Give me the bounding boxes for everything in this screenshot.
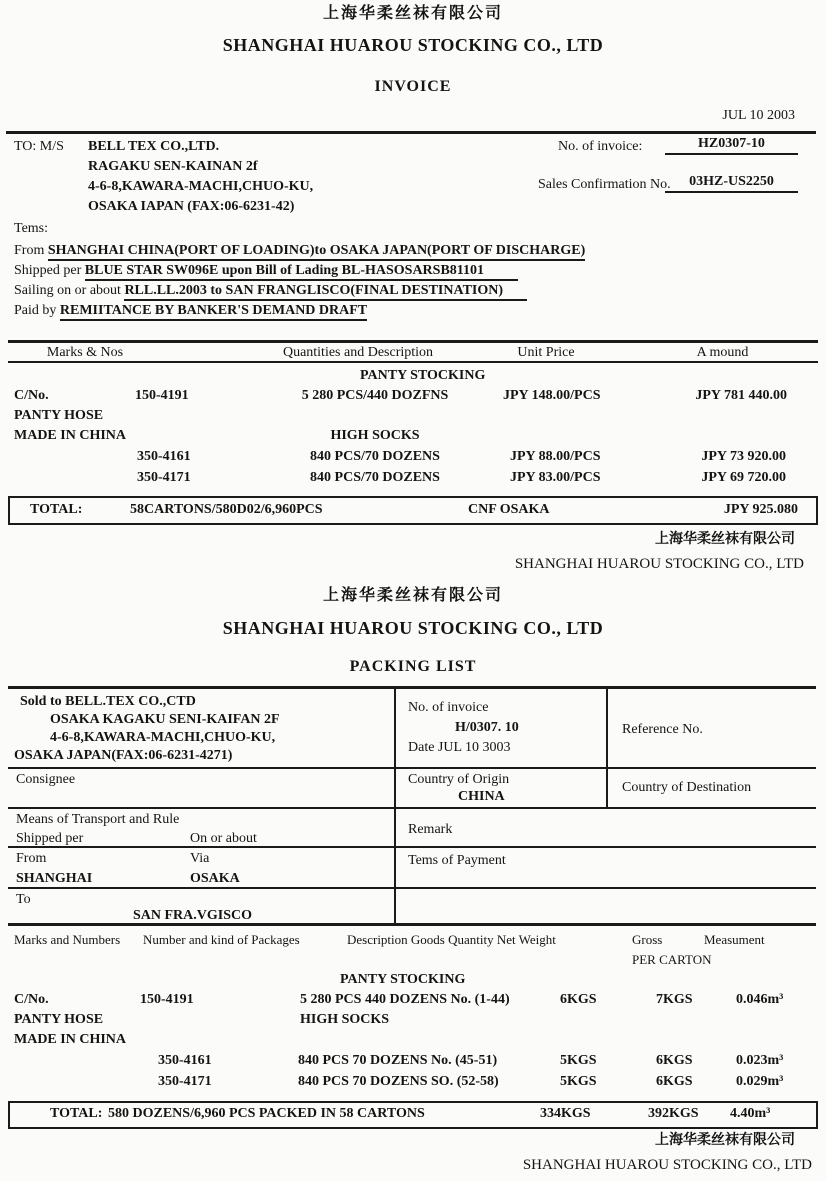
invoice-no-value: HZ0307-10 (665, 136, 798, 155)
total-quantity: 58CARTONS/580D02/6,960PCS (130, 502, 323, 517)
packing-date: Date JUL 10 3003 (408, 740, 511, 755)
packing-signature-cn: 上海华柔丝袜有限公司 (655, 1133, 795, 1148)
item-group-title: PANTY STOCKING (360, 368, 486, 383)
cell-measurement: 0.029m³ (736, 1074, 784, 1089)
item-group-title: PANTY STOCKING (340, 972, 466, 987)
sold-to-line: OSAKA KAGAKU SENI-KAIFAN 2F (50, 712, 280, 727)
country-of-origin-label: Country of Origin (408, 772, 510, 787)
cell-description: 5 280 PCS 440 DOZENS No. (1-44) (300, 992, 510, 1007)
col-header-marks-numbers: Marks and Numbers (14, 932, 121, 947)
cell-marks: PANTY HOSE (14, 408, 104, 423)
total-amount: JPY 925.080 (723, 502, 798, 517)
via-label: Via (190, 851, 210, 866)
cell-description: HIGH SOCKS (300, 1012, 390, 1027)
invoice-to-address-line: BELL TEX CO.,LTD. (88, 139, 220, 154)
cell-amount: JPY 781 440.00 (695, 388, 787, 403)
terms-of-payment-label: Tems of Payment (408, 853, 506, 868)
cell-description: HIGH SOCKS (330, 428, 420, 443)
cell-measurement: 0.023m³ (736, 1053, 784, 1068)
invoice-company-name-cn: 上海华柔丝袜有限公司 (322, 5, 503, 22)
invoice-to-label: TO: M/S (14, 139, 64, 154)
total-label: TOTAL: (30, 502, 83, 517)
remark-label: Remark (408, 822, 453, 837)
col-header-description-net-weight: Description Goods Quantity Net Weight (347, 932, 556, 947)
cell-description: 840 PCS/70 DOZENS (310, 449, 440, 464)
terms-prefix: Sailing on or about (14, 283, 125, 298)
info-table-vertical-divider (394, 686, 396, 923)
col-header-measurement: Measument (704, 932, 765, 947)
cell-gross-weight: 7KGS (656, 992, 693, 1007)
country-of-origin-value: CHINA (458, 789, 505, 804)
invoice-date: JUL 10 2003 (722, 108, 795, 123)
cell-description: 5 280 PCS/440 DOZFNS (301, 388, 449, 403)
sold-to-line: 4-6-8,KAWARA-MACHI,CHUO-KU, (50, 730, 276, 745)
on-or-about-label: On or about (190, 831, 257, 846)
total-gross-weight: 392KGS (648, 1106, 699, 1121)
terms-value: REMIITANCE BY BANKER'S DEMAND DRAFT (60, 303, 367, 321)
via-value: OSAKA (190, 871, 240, 886)
total-quantity: 580 DOZENS/6,960 PCS PACKED IN 58 CARTONS (108, 1106, 425, 1121)
cell-description: 840 PCS 70 DOZENS No. (45-51) (298, 1053, 498, 1068)
cell-gross-weight: 6KGS (656, 1074, 693, 1089)
col-header-unit-price: Unit Price (517, 345, 575, 360)
sold-to-line: Sold to BELL.TEX CO.,CTD (20, 694, 196, 709)
packing-company-name-en: SHANGHAI HUAROU STOCKING CO., LTD (222, 618, 604, 638)
terms-value: SHANGHAI CHINA(PORT OF LOADING)to OSAKA JAPAN(PORT OF DISCHARGE) (48, 243, 585, 261)
consignee-label: Consignee (16, 772, 76, 787)
total-label: TOTAL: (50, 1106, 103, 1121)
cell-marks: MADE IN CHINA (14, 1032, 126, 1047)
total-trade-term: CNF OSAKA (468, 502, 550, 517)
to-label: To (16, 892, 31, 907)
cell-marks: PANTY HOSE (14, 1012, 104, 1027)
cell-carton-no: 150-4191 (140, 992, 194, 1007)
cell-net-weight: 6KGS (560, 992, 597, 1007)
cell-description: 840 PCS/70 DOZENS (310, 470, 440, 485)
shipped-per-label: Shipped per (16, 831, 84, 846)
col-header-per-carton: PER CARTON (632, 952, 712, 967)
total-net-weight: 334KGS (540, 1106, 591, 1121)
country-of-destination-label: Country of Destination (622, 780, 752, 795)
col-header-packages: Number and kind of Packages (143, 932, 300, 947)
invoice-signature-en: SHANGHAI HUAROU STOCKING CO., LTD (514, 556, 804, 572)
total-measurement: 4.40m³ (730, 1106, 771, 1121)
info-table-rule (8, 767, 816, 769)
from-label: From (16, 851, 47, 866)
cell-net-weight: 5KGS (560, 1053, 597, 1068)
packing-invoice-no-value: H/0307. 10 (455, 720, 519, 735)
terms-label: Tems: (14, 221, 49, 236)
cell-unit-price: JPY 88.00/PCS (510, 449, 601, 464)
terms-prefix: Shipped per (14, 263, 85, 278)
info-table-rule (8, 887, 816, 889)
invoice-to-address-line: 4-6-8,KAWARA-MACHI,CHUO-KU, (88, 179, 314, 194)
final-destination-value: SAN FRA.VGISCO (133, 908, 253, 923)
invoice-doc-title: INVOICE (374, 78, 452, 95)
terms-prefix: Paid by (14, 303, 60, 318)
means-of-transport-label: Means of Transport and Rule (16, 812, 180, 827)
info-table-rule (8, 846, 816, 848)
cell-unit-price: JPY 148.00/PCS (503, 388, 601, 403)
invoice-to-address-line: RAGAKU SEN-KAINAN 2f (88, 159, 258, 174)
invoice-company-name-en: SHANGHAI HUAROU STOCKING CO., LTD (222, 35, 604, 55)
col-header-marks: Marks & Nos (46, 345, 124, 360)
cell-carton-no: 350-4161 (137, 449, 191, 464)
from-value: SHANGHAI (16, 871, 93, 886)
cell-description: 840 PCS 70 DOZENS SO. (52-58) (298, 1074, 499, 1089)
cell-marks: MADE IN CHINA (14, 428, 126, 443)
terms-value: BLUE STAR SW096E upon Bill of Lading BL-HASOSARSB81101 (85, 263, 518, 281)
cell-carton-no: 150-4191 (135, 388, 189, 403)
cell-unit-price: JPY 83.00/PCS (510, 470, 601, 485)
reference-no-label: Reference No. (622, 722, 703, 737)
cell-measurement: 0.046m³ (736, 992, 784, 1007)
terms-value: RLL.LL.2003 to SAN FRANGLISCO(FINAL DESTINATION) (124, 283, 527, 301)
invoice-signature-cn: 上海华柔丝袜有限公司 (655, 532, 795, 547)
info-table-rule (8, 807, 816, 809)
info-table-vertical-divider (606, 686, 608, 807)
col-header-description: Quantities and Description (282, 345, 434, 360)
cell-marks: C/No. (14, 992, 49, 1007)
cell-amount: JPY 69 720.00 (701, 470, 786, 485)
cell-gross-weight: 6KGS (656, 1053, 693, 1068)
cell-amount: JPY 73 920.00 (701, 449, 786, 464)
info-table-top-rule (8, 686, 816, 689)
packing-invoice-no-label: No. of invoice (408, 700, 489, 715)
packing-doc-title: PACKING LIST (349, 658, 477, 675)
invoice-to-address-line: OSAKA IAPAN (FAX:06-6231-42) (88, 199, 295, 214)
cell-carton-no: 350-4171 (137, 470, 191, 485)
cell-carton-no: 350-4161 (158, 1053, 212, 1068)
sales-confirmation-value: 03HZ-US2250 (665, 174, 798, 193)
col-header-gross: Gross (632, 932, 663, 947)
col-header-amount: A mound (696, 345, 749, 360)
cell-marks: C/No. (14, 388, 49, 403)
sales-confirmation-label: Sales Confirmation No. (538, 177, 671, 192)
sold-to-line: OSAKA JAPAN(FAX:06-6231-4271) (14, 748, 233, 763)
packing-signature-en: SHANGHAI HUAROU STOCKING CO., LTD (522, 1157, 812, 1173)
invoice-no-label: No. of invoice: (558, 139, 643, 154)
terms-prefix: From (14, 243, 48, 258)
packing-company-name-cn: 上海华柔丝袜有限公司 (322, 587, 503, 604)
cell-net-weight: 5KGS (560, 1074, 597, 1089)
cell-carton-no: 350-4171 (158, 1074, 212, 1089)
info-table-bottom-rule (8, 923, 816, 926)
